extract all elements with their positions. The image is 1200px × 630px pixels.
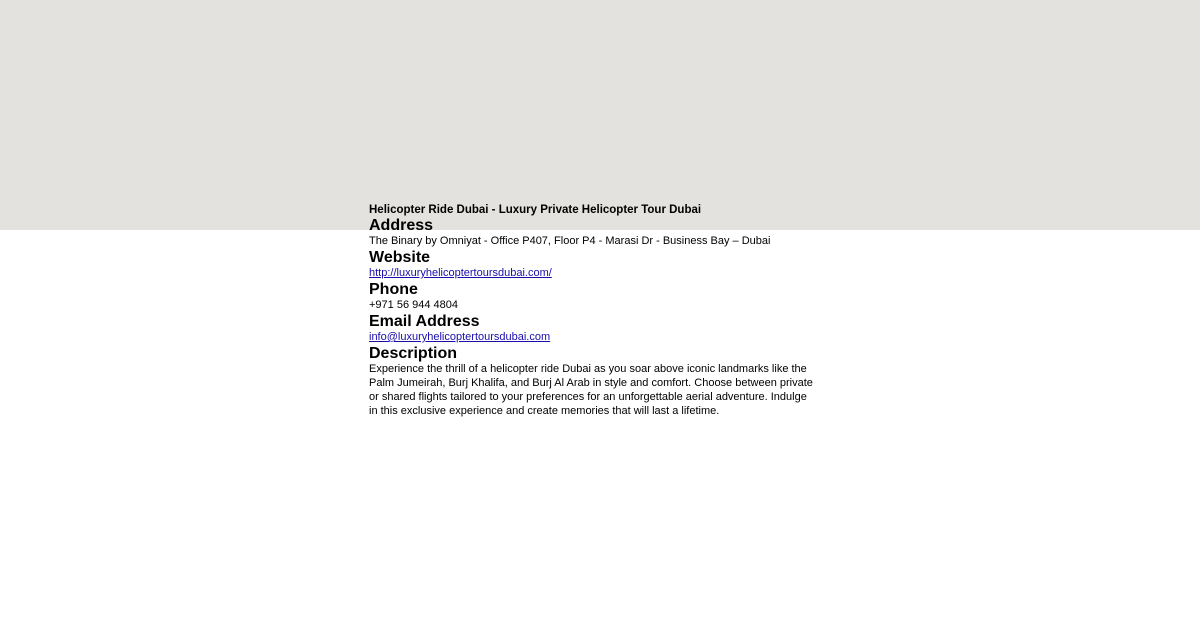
website-link[interactable]: http://luxuryhelicoptertoursdubai.com/ bbox=[369, 267, 552, 279]
header-banner bbox=[0, 0, 1200, 230]
business-listing bbox=[369, 203, 814, 418]
website-heading: Website bbox=[369, 249, 431, 266]
email-heading: Email Address bbox=[369, 313, 480, 330]
listing-title: Helicopter Ride Dubai - Luxury Private Helicopter Tour Dubai bbox=[369, 204, 702, 216]
phone-text: +971 56 944 4804 bbox=[369, 299, 459, 311]
address-text: The Binary by Omniyat - Office P407, Floor P4 - Marasi Dr - Business Bay – Dubai bbox=[369, 235, 771, 247]
phone-heading: Phone bbox=[369, 281, 418, 298]
email-link[interactable]: info@luxuryhelicoptertoursdubai.com bbox=[369, 331, 551, 343]
description-heading: Description bbox=[369, 345, 458, 362]
description-text: Experience the thrill of a helicopter ride Dubai as you soar above iconic landmarks like the Palm Jumeirah, Burj Khalifa, and Burj Al Arab in style and comfort. Choose between private or shared flights tailored to your preferences for an unforgettable aerial adventure. Indulge in this exclusive experience and create memories that will last a lifetime. bbox=[369, 363, 813, 417]
address-heading: Address bbox=[369, 217, 434, 234]
